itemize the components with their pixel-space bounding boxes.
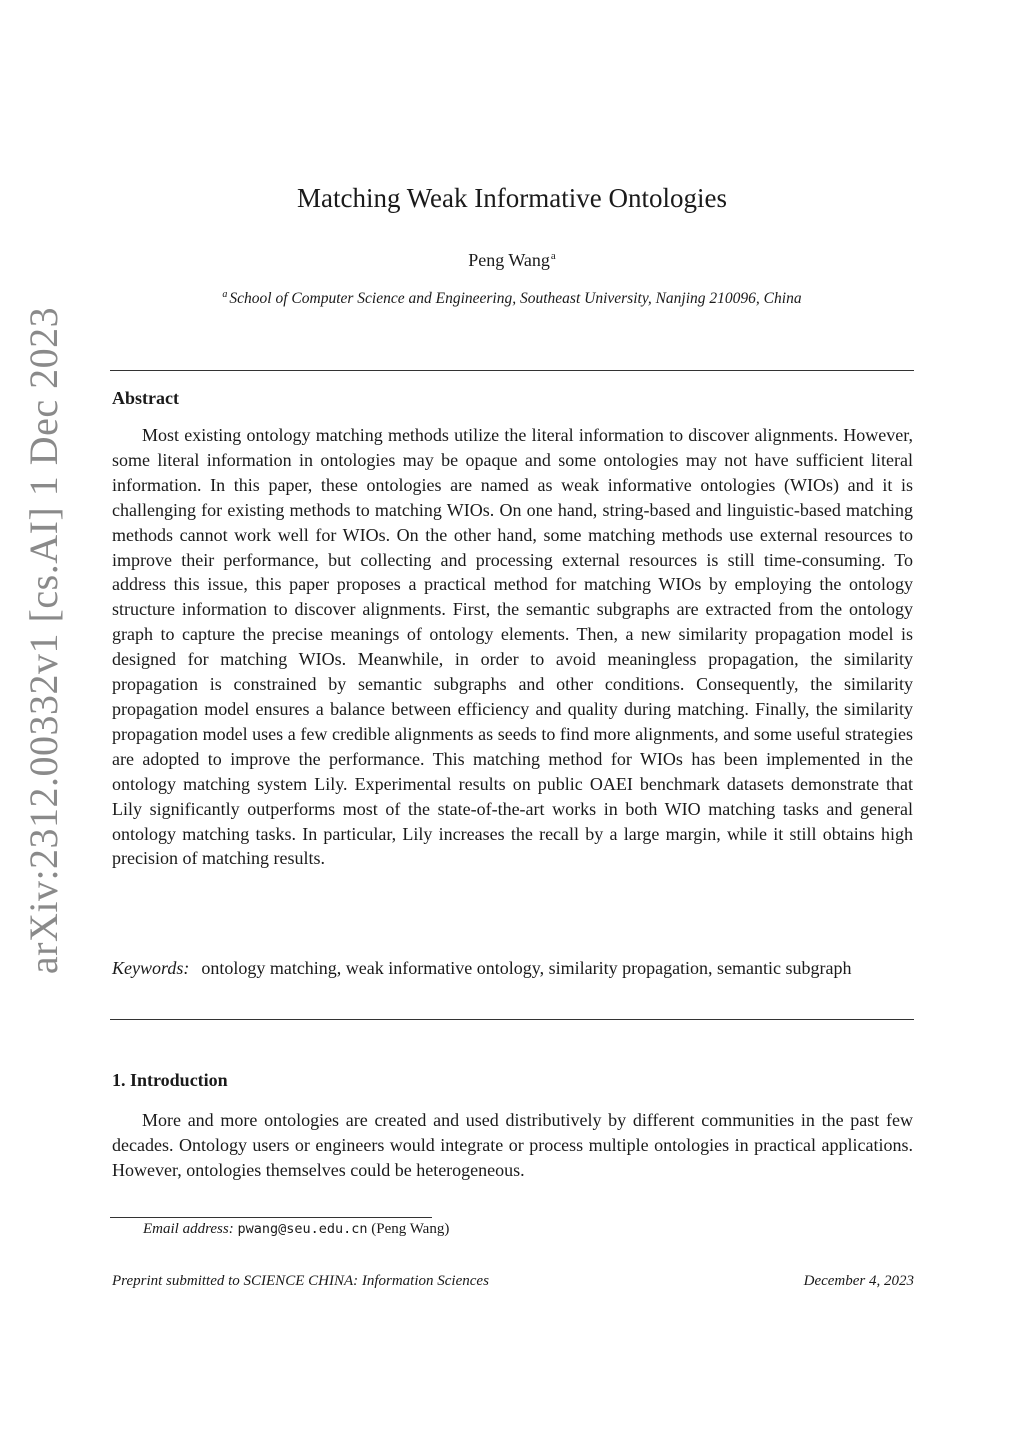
arxiv-id: arXiv:2312.00332v1 [cs.AI] 1 Dec 2023 — [21, 306, 67, 974]
footnote-rule — [110, 1217, 432, 1218]
footer-journal: Preprint submitted to SCIENCE CHINA: Information Sciences — [112, 1273, 489, 1289]
arxiv-stamp — [18, 230, 70, 1050]
abstract-top-rule — [110, 370, 914, 371]
keywords-text: ontology matching, weak informative ontology, similarity propagation, semantic subgraph — [201, 958, 852, 978]
abstract-heading: Abstract — [112, 388, 179, 408]
abstract-bottom-rule — [110, 1019, 914, 1020]
keywords — [112, 956, 872, 981]
keywords-label: Keywords: — [112, 958, 190, 978]
author-email: pwang@seu.edu.cn — [237, 1221, 368, 1237]
introduction-text: More and more ontologies are created and used distributively by different communities in the past few decades. Ontology users or engineers would integrate or process multiple ontologies in practical applications. However, ontologies themselves could be heterogeneous. — [112, 1110, 913, 1180]
author-marker: a — [550, 250, 556, 262]
footer-date: December 4, 2023 — [803, 1273, 914, 1289]
affiliation — [0, 289, 1024, 308]
affiliation-marker: a — [222, 289, 228, 300]
author-line — [0, 250, 1024, 271]
footnote-name: (Peng Wang) — [371, 1221, 450, 1237]
introduction-heading: 1. Introduction — [112, 1070, 228, 1090]
footnote — [143, 1221, 449, 1238]
abstract-text: Most existing ontology matching methods utilize the literal information to discover alignments. However, some literal information in ontologies may be opaque and some ontologies may not have sufficient literal information. In this paper, these ontologies are named as weak informative ontologies (WIOs) and it is challenging for existing methods to matching WIOs. On one hand, string-based and linguistic-based matching methods cannot work well for WIOs. On the other hand, some matching methods use external resources to improve their performance, but collecting and processing external resources is still time-consuming. To address this issue, this paper proposes a practical method for matching WIOs by employing the ontology structure information to discover alignments. First, the semantic subgraphs are extracted from the ontology graph to capture the precise meanings of ontology elements. Then, a new similarity propagation model is designed for matching WIOs. Meanwhile, in order to avoid meaningless propagation, the similarity propagation is constrained by semantic subgraphs and other conditions. Consequently, the similarity propagation model ensures a balance between efficiency and quality during matching. Finally, the similarity propagation model uses a few credible alignments as seeds to find more alignments, and some useful strategies are adopted to improve the performance. This matching method for WIOs has been implemented in the ontology matching system Lily. Experimental results on public OAEI benchmark datasets demonstrate that Lily significantly outperforms most of the state-of-the-art works in both WIO matching tasks and general ontology matching tasks. In particular, Lily increases the recall by a large margin, while it still obtains high precision of matching results. — [112, 425, 913, 869]
paper-title: Matching Weak Informative Ontologies — [297, 183, 727, 213]
footnote-label: Email address: — [143, 1221, 234, 1237]
author-name: Peng Wang — [468, 250, 550, 270]
affiliation-text: School of Computer Science and Engineering, Southeast University, Nanjing 210096, China — [229, 290, 802, 308]
